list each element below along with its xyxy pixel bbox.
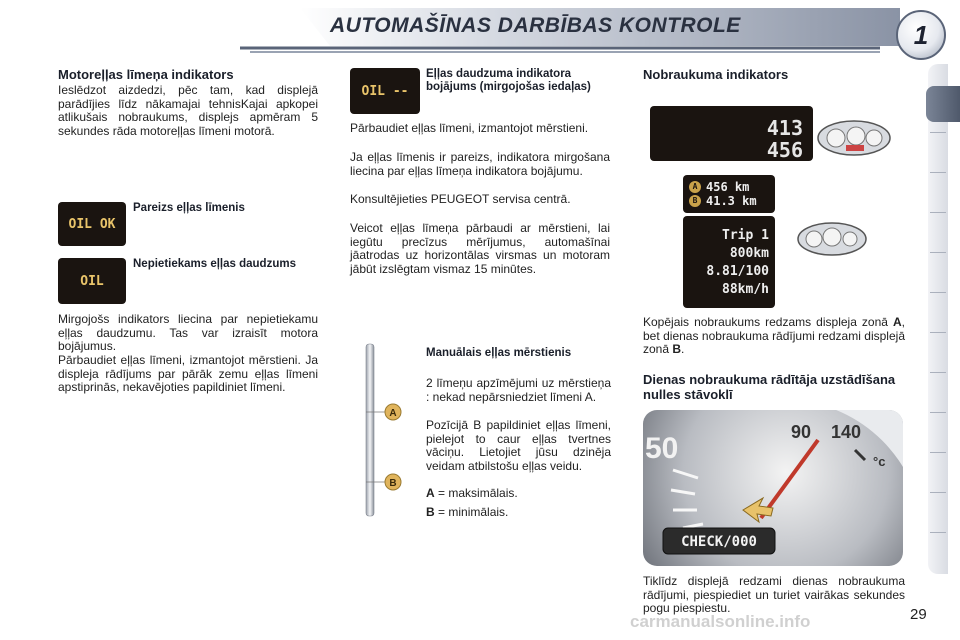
dipstick-illustration [356, 340, 406, 520]
fault-text-3: Konsultējieties PEUGEOT servisa centrā. [350, 192, 571, 206]
oil-low-label: Nepietiekams eļļas daudzums [133, 258, 296, 270]
odometer-caption-part2: , bet dienas nobraukuma rādījumi redzami displejā zonā [643, 315, 905, 357]
odometer-caption-a: A [892, 315, 902, 329]
trip-reset-text: Tiklīdz displejā redzami dienas nobraukuma rādījumi, piespiediet un turiet vairākas sekundes pogu piespiestu. [643, 574, 905, 616]
check-reset-label: CHECK/000 [681, 534, 757, 550]
zone-a-marker: A [689, 181, 701, 193]
instrument-cluster-icon [816, 118, 892, 158]
tab-divider [930, 412, 946, 413]
tab-divider [930, 252, 946, 253]
odometer-zone-display [683, 175, 775, 213]
trip-computer-display [683, 216, 775, 308]
page-title: AUTOMAŠĪNAS DARBĪBAS KONTROLE [330, 14, 741, 37]
dipstick-text-2: Pozīcijā B papildiniet eļļas līmeni, pielejot to caur eļļas tvertnes vāciņu. Lietojiet jūsu dzinēja veidam atbilstošu eļļas veidu. [426, 418, 611, 473]
fault-text-2: Ja eļļas līmenis ir pareizs, indikatora mirgošana liecina par eļļas līmeņa indikatora bojājumu. [350, 150, 610, 178]
odometer-heading: Nobraukuma indikators [643, 67, 789, 82]
active-chapter-tab[interactable] [926, 86, 960, 122]
tab-divider [930, 212, 946, 213]
temp-unit-label: °c [873, 454, 886, 469]
oil-ok-display: OIL OK [58, 202, 126, 246]
key-b-text: = minimālais. [438, 505, 509, 519]
oil-ok-label: Pareizs eļļas līmenis [133, 202, 245, 214]
trip-avg-speed: 88km/h [722, 281, 769, 297]
oil-low-text-2: Pārbaudiet eļļas līmeni, izmantojot mērstieni. Ja displeja rādījums par pārāk zemu eļļas līmeni apstiprinās, nekavējoties papildiniet līmeni. [58, 353, 318, 395]
oil-level-heading: Motoreļļas līmeņa indikators [58, 67, 234, 82]
instrument-cluster-icon-2 [796, 220, 868, 258]
odometer-bottom-reading: 456 [766, 138, 803, 162]
odometer-caption-end: . [681, 342, 685, 357]
page-number: 29 [910, 606, 927, 623]
oil-fault-display: OIL -- [350, 68, 420, 114]
speedometer-graphic [643, 410, 903, 566]
gauge-50-label: 50 [645, 432, 679, 465]
watermark: carmanualsonline.info [630, 612, 811, 631]
dipstick-heading: Manuālais eļļas mērstienis [426, 347, 572, 359]
oil-level-intro: Ieslēdzot aizdedzi, pēc tam, kad displejā parādījies līdz nākamajai tehnisKajai apkopei atlikušais nobraukums, displejs apmēram 5 sekundes rāda motoreļļas līmeni motorā. [58, 83, 318, 138]
key-a-letter: A [426, 486, 435, 500]
trip-consumption: 8.81/100 [706, 263, 769, 279]
gauge-90-label: 90 [791, 422, 812, 442]
dipstick-key-a [426, 487, 611, 501]
oil-low-text-1: Mirgojošs indikators liecina par nepietiekamu eļļas daudzumu. Tas var izraisīt motora bojājumus. [58, 312, 318, 354]
odometer-top-reading: 413 [766, 116, 803, 140]
odometer-trip: 41.3 km [706, 194, 757, 208]
chapter-tab-strip [928, 64, 948, 574]
trip-title: Trip 1 [722, 227, 769, 243]
oil-fault-label: Eļļas daudzuma indikatora bojājums (mirgojošas iedaļas) [426, 68, 591, 93]
chapter-badge: 1 [896, 10, 946, 60]
tab-divider [930, 372, 946, 373]
press-arrow-icon [743, 498, 773, 522]
tab-divider [930, 532, 946, 533]
fault-text-1: Pārbaudiet eļļas līmeni, izmantojot mērstieni. [350, 121, 589, 135]
trip-distance: 800km [729, 245, 769, 261]
dipstick-mark-a: A [389, 408, 397, 419]
odometer-display [650, 106, 813, 161]
gauge-140-label: 140 [831, 422, 862, 442]
key-a-text: = maksimālais. [438, 486, 518, 500]
key-b-letter: B [426, 505, 435, 519]
odometer-caption-part1: Kopējais nobraukums redzams displeja zonā [643, 315, 888, 329]
dipstick-key-b [426, 506, 611, 520]
trip-reset-heading: Dienas nobraukuma rādītāja uzstādīšana nulles stāvoklī [643, 372, 896, 402]
tab-divider [930, 292, 946, 293]
tab-divider [930, 132, 946, 133]
dipstick-text-1: 2 līmeņu apzīmējumi uz mērstieņa : nekad nepārsniedziet līmeni A. [426, 376, 611, 404]
odometer-caption-b: B [672, 342, 682, 357]
tab-divider [930, 492, 946, 493]
odometer-caption [643, 316, 905, 357]
tab-divider [930, 172, 946, 173]
odometer-total: 456 km [706, 180, 750, 194]
zone-b-marker: B [689, 195, 701, 207]
tab-divider [930, 332, 946, 333]
dipstick-mark-b: B [389, 478, 397, 489]
fault-text-4: Veicot eļļas līmeņa pārbaudi ar mērstieni, lai iegūtu precīzus mērījumus, automašīnai jāatrodas uz horizontālas virsmas un motoram jābūt izslēgtam vismaz 15 minūtes. [350, 221, 610, 276]
oil-low-display: OIL [58, 258, 126, 304]
speedometer-reset-image [643, 410, 903, 566]
tab-divider [930, 452, 946, 453]
